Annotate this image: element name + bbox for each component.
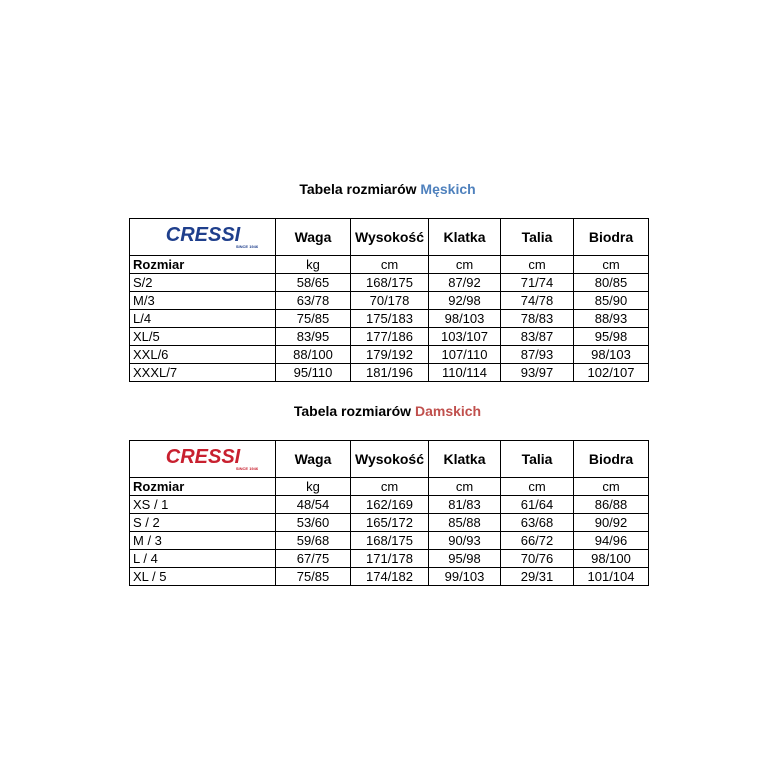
value-cell: 174/182	[351, 568, 429, 586]
value-cell: 63/78	[276, 292, 351, 310]
value-cell: 95/98	[429, 550, 501, 568]
size-cell: S/2	[130, 274, 276, 292]
women-header-row	[130, 441, 649, 478]
men-logo-sub: SINCE 1946	[235, 244, 258, 249]
men-header-waist: Talia	[501, 219, 574, 256]
men-header-height: Wysokość	[351, 219, 429, 256]
value-cell: 78/83	[501, 310, 574, 328]
size-cell: M/3	[130, 292, 276, 310]
value-cell: 94/96	[574, 532, 649, 550]
value-cell: 103/107	[429, 328, 501, 346]
men-size-table	[129, 218, 649, 382]
value-cell: 83/87	[501, 328, 574, 346]
value-cell: 58/65	[276, 274, 351, 292]
value-cell: 98/103	[574, 346, 649, 364]
value-cell: 168/175	[351, 274, 429, 292]
value-cell: 107/110	[429, 346, 501, 364]
women-title-accent: Damskich	[414, 403, 482, 419]
value-cell: 92/98	[429, 292, 501, 310]
women-unit: kg	[276, 478, 351, 496]
value-cell: 85/90	[574, 292, 649, 310]
table-row	[130, 550, 649, 568]
value-cell: 81/83	[429, 496, 501, 514]
value-cell: 53/60	[276, 514, 351, 532]
men-units-row	[130, 256, 649, 274]
value-cell: 61/64	[501, 496, 574, 514]
size-cell: M / 3	[130, 532, 276, 550]
value-cell: 177/186	[351, 328, 429, 346]
women-size-label: Rozmiar	[130, 478, 276, 496]
men-unit: cm	[574, 256, 649, 274]
cressi-logo	[135, 446, 271, 472]
value-cell: 29/31	[501, 568, 574, 586]
value-cell: 90/92	[574, 514, 649, 532]
value-cell: 98/103	[429, 310, 501, 328]
value-cell: 88/93	[574, 310, 649, 328]
size-cell: XS / 1	[130, 496, 276, 514]
size-cell: S / 2	[130, 514, 276, 532]
size-cell: XL / 5	[130, 568, 276, 586]
size-cell: XL/5	[130, 328, 276, 346]
value-cell: 67/75	[276, 550, 351, 568]
value-cell: 87/92	[429, 274, 501, 292]
value-cell: 95/98	[574, 328, 649, 346]
table-row	[130, 514, 649, 532]
men-size-label: Rozmiar	[130, 256, 276, 274]
table-row	[130, 532, 649, 550]
men-unit: cm	[501, 256, 574, 274]
women-header-hips: Biodra	[574, 441, 649, 478]
women-header-weight: Waga	[276, 441, 351, 478]
value-cell: 75/85	[276, 568, 351, 586]
women-size-table	[129, 440, 649, 586]
value-cell: 95/110	[276, 364, 351, 382]
men-header-weight: Waga	[276, 219, 351, 256]
value-cell: 70/178	[351, 292, 429, 310]
value-cell: 85/88	[429, 514, 501, 532]
size-cell: XXXL/7	[130, 364, 276, 382]
women-unit: cm	[574, 478, 649, 496]
women-header-chest: Klatka	[429, 441, 501, 478]
value-cell: 70/76	[501, 550, 574, 568]
value-cell: 59/68	[276, 532, 351, 550]
men-header-row	[130, 219, 649, 256]
value-cell: 175/183	[351, 310, 429, 328]
table-row	[130, 274, 649, 292]
value-cell: 63/68	[501, 514, 574, 532]
women-unit: cm	[351, 478, 429, 496]
men-title-accent: Męskich	[420, 181, 476, 197]
value-cell: 110/114	[429, 364, 501, 382]
value-cell: 165/172	[351, 514, 429, 532]
value-cell: 88/100	[276, 346, 351, 364]
women-title-prefix: Tabela rozmiarów	[293, 403, 415, 419]
value-cell: 71/74	[501, 274, 574, 292]
men-header-hips: Biodra	[574, 219, 649, 256]
value-cell: 90/93	[429, 532, 501, 550]
men-header-chest: Klatka	[429, 219, 501, 256]
women-table-title	[0, 403, 775, 419]
table-row	[130, 292, 649, 310]
value-cell: 93/97	[501, 364, 574, 382]
value-cell: 83/95	[276, 328, 351, 346]
women-logo-cell	[130, 441, 276, 478]
men-unit: cm	[351, 256, 429, 274]
value-cell: 171/178	[351, 550, 429, 568]
men-logo-text: CRESSI	[165, 224, 240, 246]
value-cell: 87/93	[501, 346, 574, 364]
women-unit: cm	[429, 478, 501, 496]
men-logo-cell	[130, 219, 276, 256]
size-cell: XXL/6	[130, 346, 276, 364]
table-row	[130, 496, 649, 514]
men-table-title	[0, 181, 775, 197]
value-cell: 48/54	[276, 496, 351, 514]
size-cell: L/4	[130, 310, 276, 328]
women-header-waist: Talia	[501, 441, 574, 478]
men-unit: kg	[276, 256, 351, 274]
women-logo-sub: SINCE 1946	[235, 466, 258, 471]
men-unit: cm	[429, 256, 501, 274]
women-header-height: Wysokość	[351, 441, 429, 478]
value-cell: 181/196	[351, 364, 429, 382]
table-row	[130, 310, 649, 328]
value-cell: 179/192	[351, 346, 429, 364]
value-cell: 86/88	[574, 496, 649, 514]
table-row	[130, 364, 649, 382]
value-cell: 101/104	[574, 568, 649, 586]
value-cell: 168/175	[351, 532, 429, 550]
value-cell: 102/107	[574, 364, 649, 382]
value-cell: 99/103	[429, 568, 501, 586]
cressi-logo	[135, 224, 271, 250]
table-row	[130, 568, 649, 586]
table-row	[130, 346, 649, 364]
value-cell: 66/72	[501, 532, 574, 550]
men-title-prefix: Tabela rozmiarów	[299, 181, 421, 197]
value-cell: 74/78	[501, 292, 574, 310]
value-cell: 75/85	[276, 310, 351, 328]
women-unit: cm	[501, 478, 574, 496]
women-logo-text: CRESSI	[165, 446, 240, 468]
value-cell: 80/85	[574, 274, 649, 292]
size-cell: L / 4	[130, 550, 276, 568]
value-cell: 162/169	[351, 496, 429, 514]
table-row	[130, 328, 649, 346]
women-units-row	[130, 478, 649, 496]
value-cell: 98/100	[574, 550, 649, 568]
